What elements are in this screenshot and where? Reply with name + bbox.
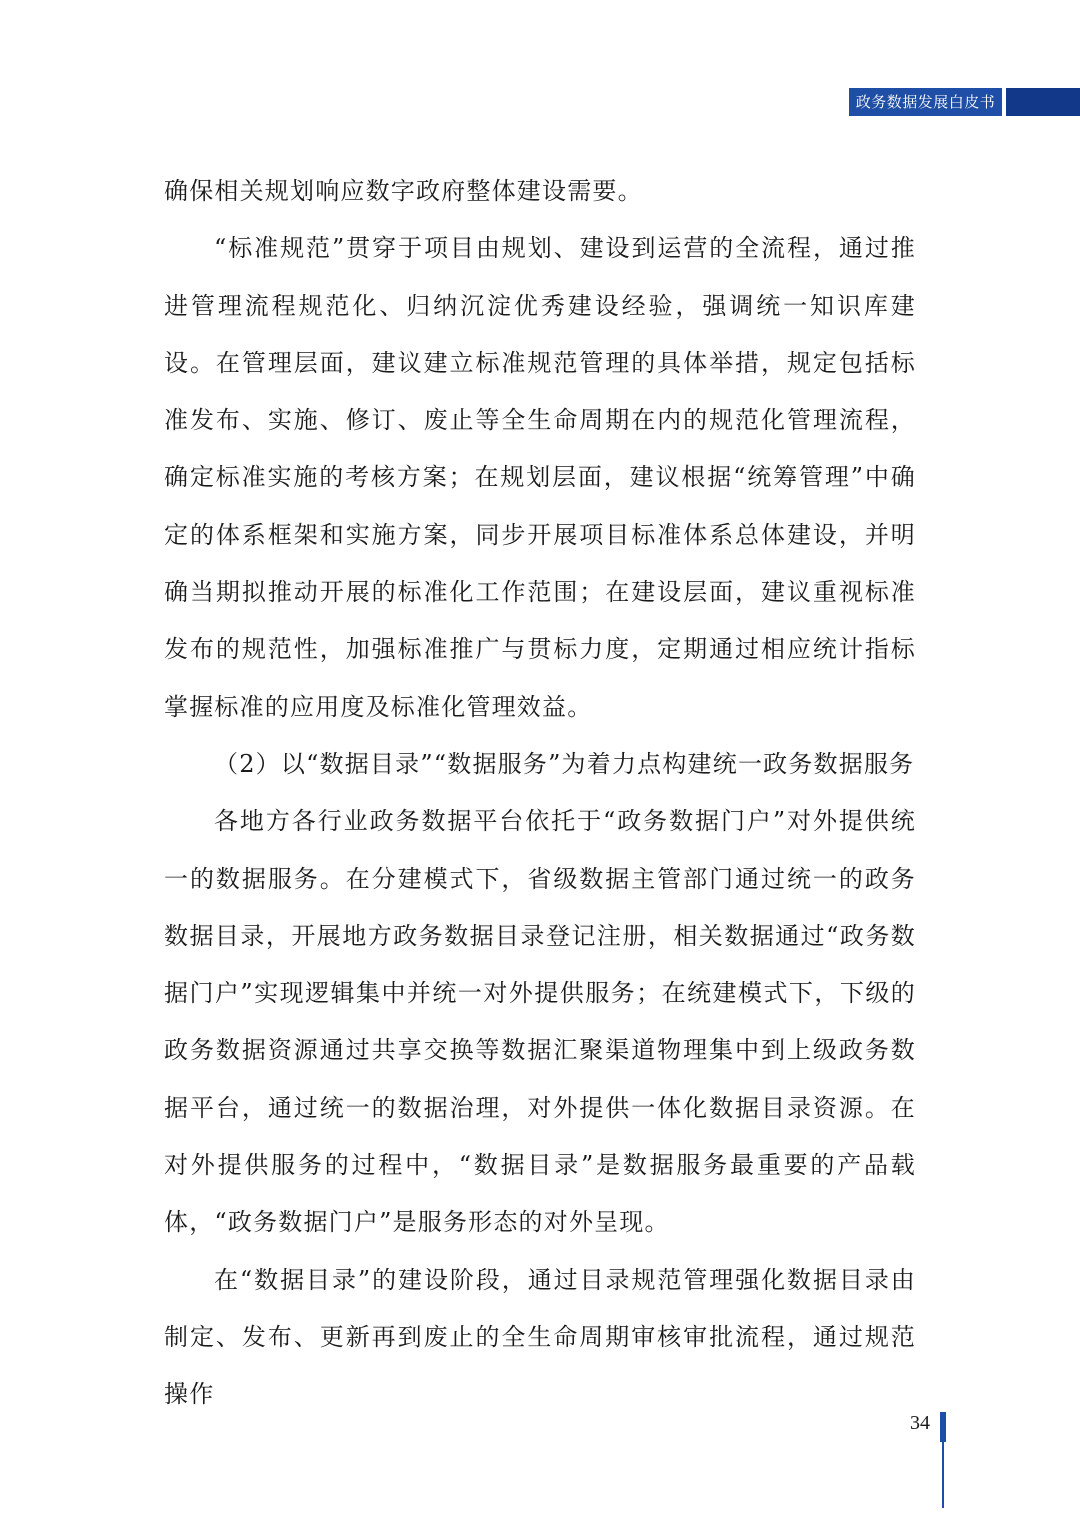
paragraph-data-catalog: 在“数据目录”的建设阶段，通过目录规范管理强化数据目录由制定、发布、更新再到废止的全生命周期审核审批流程，通过规范操作 bbox=[164, 1265, 916, 1409]
page-number: 34 bbox=[910, 1412, 930, 1434]
footer-accent-line bbox=[942, 1442, 944, 1508]
paragraph-continuation: 确保相关规划响应数字政府整体建设需要。 bbox=[164, 177, 643, 205]
body-text bbox=[164, 163, 916, 1424]
running-header-title: 政务数据发展白皮书 bbox=[855, 93, 996, 111]
footer-accent-bar bbox=[940, 1412, 946, 1442]
section-heading: （2）以“数据目录”“数据服务”为着力点构建统一政务数据服务 bbox=[214, 749, 915, 778]
paragraph-data-service: 各地方各行业政务数据平台依托于“政务数据门户”对外提供统一的数据服务。在分建模式下，省级数据主管部门通过统一的政务数据目录，开展地方政务数据目录登记注册，相关数据通过“政务数据门户”实现逻辑集中并统一对外提供服务；在统建模式下，下级的政务数据资源通过共享交换等数据汇聚渠道物理集中到上级政务数据平台，通过统一的数据治理，对外提供一体化数据目录资源。在对外提供服务的过程中，“数据目录”是数据服务最重要的产品载体，“政务数据门户”是服务形态的对外呈现。 bbox=[164, 807, 916, 1237]
paragraph-standards: “标准规范”贯穿于项目由规划、建设到运营的全流程，通过推进管理流程规范化、归纳沉淀优秀建设经验，强调统一知识库建设。在管理层面，建议建立标准规范管理的具体举措，规定包括标准发布、实施、修订、废止等全生命周期在内的规范化管理流程，确定标准实施的考核方案；在规划层面，建议根据“统筹管理”中确定的体系框架和实施方案，同步开展项目标准体系总体建设，并明确当期拟推动开展的标准化工作范围；在建设层面，建议重视标准发布的规范性，加强标准推广与贯标力度，定期通过相应统计指标掌握标准的应用度及标准化管理效益。 bbox=[164, 234, 916, 721]
header-accent-block bbox=[1006, 88, 1080, 116]
